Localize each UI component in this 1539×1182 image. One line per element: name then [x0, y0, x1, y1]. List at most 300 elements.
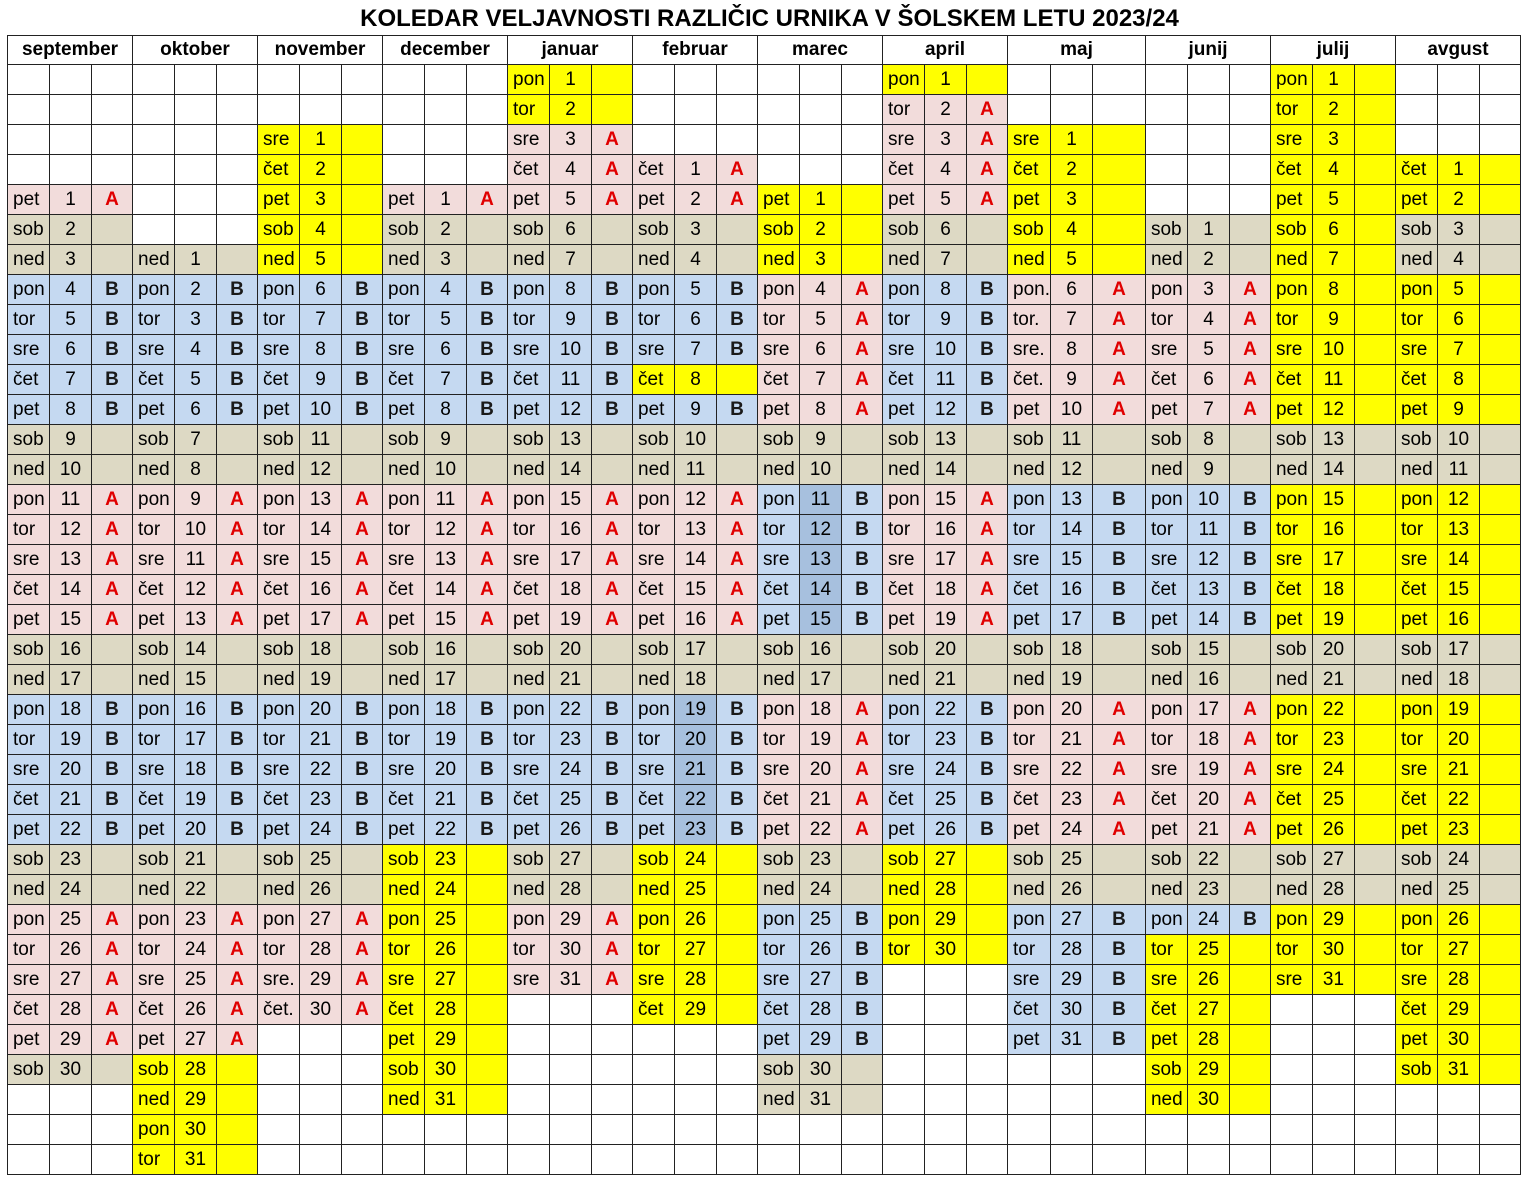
day-name-cell: tor: [633, 935, 675, 965]
empty-cell: [50, 1145, 92, 1175]
day-number-cell: 4: [1050, 215, 1092, 245]
calendar-row: [8, 245, 1521, 275]
empty-cell: [758, 65, 800, 95]
day-name-cell: pet: [133, 815, 175, 845]
day-number-cell: 31: [425, 1085, 467, 1115]
day-name-cell: sob: [1395, 1055, 1437, 1085]
schedule-marker-cell: A: [92, 965, 133, 995]
schedule-marker-cell: A: [217, 605, 258, 635]
day-name-cell: pon: [633, 275, 675, 305]
day-name-cell: sob: [1270, 635, 1312, 665]
day-number-cell: 1: [800, 185, 842, 215]
day-name-cell: ned: [383, 875, 425, 905]
day-number-cell: 21: [300, 725, 342, 755]
empty-cell: [592, 995, 633, 1025]
day-name-cell: pet: [883, 185, 925, 215]
day-name-cell: čet: [1145, 785, 1187, 815]
day-name-cell: sre: [8, 335, 50, 365]
day-number-cell: 21: [800, 785, 842, 815]
day-name-cell: ned: [1395, 245, 1437, 275]
schedule-marker-cell: [717, 635, 758, 665]
schedule-marker-cell: A: [967, 575, 1008, 605]
empty-cell: [425, 1115, 467, 1145]
empty-cell: [925, 1145, 967, 1175]
day-number-cell: 25: [175, 965, 217, 995]
schedule-marker-cell: A: [92, 185, 133, 215]
empty-cell: [1312, 1115, 1354, 1145]
empty-cell: [1437, 95, 1479, 125]
schedule-marker-cell: [217, 845, 258, 875]
day-number-cell: 25: [1312, 785, 1354, 815]
empty-cell: [1092, 1055, 1145, 1085]
day-number-cell: 7: [1437, 335, 1479, 365]
day-name-cell: čet: [8, 785, 50, 815]
day-name-cell: sre: [758, 755, 800, 785]
empty-cell: [883, 1115, 925, 1145]
day-number-cell: 23: [425, 845, 467, 875]
schedule-marker-cell: [92, 425, 133, 455]
day-name-cell: tor: [383, 305, 425, 335]
day-number-cell: 14: [50, 575, 92, 605]
day-name-cell: čet: [383, 575, 425, 605]
schedule-marker-cell: B: [342, 695, 383, 725]
schedule-marker-cell: [842, 665, 883, 695]
day-name-cell: čet: [758, 365, 800, 395]
schedule-marker-cell: [342, 155, 383, 185]
day-name-cell: pet: [1270, 185, 1312, 215]
day-number-cell: 8: [425, 395, 467, 425]
day-name-cell: čet: [258, 575, 300, 605]
schedule-marker-cell: [467, 1085, 508, 1115]
schedule-marker-cell: [1354, 65, 1395, 95]
day-number-cell: 11: [1187, 515, 1229, 545]
empty-cell: [508, 1025, 550, 1055]
schedule-marker-cell: [1479, 665, 1520, 695]
empty-cell: [50, 155, 92, 185]
day-name-cell: ned: [1395, 665, 1437, 695]
day-number-cell: 23: [1437, 815, 1479, 845]
day-number-cell: 2: [425, 215, 467, 245]
empty-cell: [342, 1145, 383, 1175]
schedule-marker-cell: B: [467, 335, 508, 365]
day-number-cell: 17: [675, 635, 717, 665]
day-name-cell: pet: [1270, 815, 1312, 845]
day-number-cell: 18: [175, 755, 217, 785]
schedule-marker-cell: [592, 245, 633, 275]
day-name-cell: čet: [633, 995, 675, 1025]
day-name-cell: čet: [258, 785, 300, 815]
schedule-marker-cell: [592, 635, 633, 665]
schedule-marker-cell: A: [342, 995, 383, 1025]
day-number-cell: 22: [1312, 695, 1354, 725]
day-number-cell: 7: [175, 425, 217, 455]
schedule-marker-cell: B: [1092, 965, 1145, 995]
day-number-cell: 27: [1187, 995, 1229, 1025]
schedule-marker-cell: [467, 245, 508, 275]
schedule-marker-cell: A: [217, 575, 258, 605]
day-number-cell: 12: [175, 575, 217, 605]
day-number-cell: 2: [300, 155, 342, 185]
schedule-marker-cell: [1479, 725, 1520, 755]
empty-cell: [967, 1055, 1008, 1085]
schedule-marker-cell: B: [1229, 515, 1270, 545]
day-number-cell: 24: [50, 875, 92, 905]
day-number-cell: 17: [175, 725, 217, 755]
day-name-cell: ned: [508, 665, 550, 695]
day-name-cell: čet: [133, 365, 175, 395]
day-name-cell: sre: [133, 545, 175, 575]
day-number-cell: 3: [925, 125, 967, 155]
schedule-marker-cell: B: [217, 695, 258, 725]
schedule-marker-cell: [842, 425, 883, 455]
day-name-cell: sob: [1145, 425, 1187, 455]
day-name-cell: čet: [633, 365, 675, 395]
empty-cell: [883, 1055, 925, 1085]
empty-cell: [1145, 65, 1187, 95]
day-name-cell: sre: [508, 965, 550, 995]
schedule-marker-cell: [217, 1115, 258, 1145]
day-name-cell: pon: [758, 485, 800, 515]
day-name-cell: pon: [258, 275, 300, 305]
day-name-cell: sob: [133, 425, 175, 455]
schedule-marker-cell: B: [842, 905, 883, 935]
day-number-cell: 19: [1187, 755, 1229, 785]
day-name-cell: pet: [8, 395, 50, 425]
day-number-cell: 5: [300, 245, 342, 275]
schedule-marker-cell: [1479, 155, 1520, 185]
day-number-cell: 8: [1050, 335, 1092, 365]
day-name-cell: sob: [383, 215, 425, 245]
day-number-cell: 2: [675, 185, 717, 215]
empty-cell: [883, 995, 925, 1025]
day-name-cell: sob: [1008, 215, 1051, 245]
empty-cell: [1437, 125, 1479, 155]
empty-cell: [800, 65, 842, 95]
day-name-cell: pet: [633, 815, 675, 845]
schedule-marker-cell: B: [592, 785, 633, 815]
day-name-cell: tor: [758, 935, 800, 965]
calendar-row: [8, 995, 1521, 1025]
day-name-cell: ned: [133, 665, 175, 695]
day-number-cell: 27: [1312, 845, 1354, 875]
day-name-cell: pon: [8, 485, 50, 515]
schedule-marker-cell: A: [967, 95, 1008, 125]
day-number-cell: 8: [1312, 275, 1354, 305]
day-name-cell: ned: [258, 875, 300, 905]
calendar-row: [8, 65, 1521, 95]
empty-cell: [8, 1145, 50, 1175]
schedule-marker-cell: B: [1229, 605, 1270, 635]
day-number-cell: 25: [1437, 875, 1479, 905]
empty-cell: [342, 1085, 383, 1115]
day-number-cell: 30: [175, 1115, 217, 1145]
day-name-cell: tor: [133, 725, 175, 755]
day-name-cell: čet: [1270, 575, 1312, 605]
schedule-marker-cell: [467, 455, 508, 485]
empty-cell: [717, 1085, 758, 1115]
empty-cell: [592, 1055, 633, 1085]
schedule-marker-cell: [592, 875, 633, 905]
day-number-cell: 18: [675, 665, 717, 695]
empty-cell: [675, 1115, 717, 1145]
day-number-cell: 18: [550, 575, 592, 605]
day-name-cell: čet: [758, 575, 800, 605]
day-number-cell: 5: [425, 305, 467, 335]
day-number-cell: 13: [300, 485, 342, 515]
calendar-row: [8, 185, 1521, 215]
schedule-marker-cell: A: [342, 575, 383, 605]
calendar-row: [8, 275, 1521, 305]
calendar-row: [8, 1055, 1521, 1085]
schedule-marker-cell: B: [592, 335, 633, 365]
day-number-cell: 27: [300, 905, 342, 935]
day-name-cell: ned: [883, 875, 925, 905]
schedule-marker-cell: [1229, 245, 1270, 275]
day-number-cell: 8: [175, 455, 217, 485]
day-name-cell: pon: [1270, 485, 1312, 515]
day-number-cell: 24: [300, 815, 342, 845]
day-number-cell: 26: [1437, 905, 1479, 935]
day-name-cell: tor: [633, 305, 675, 335]
day-number-cell: 15: [800, 605, 842, 635]
day-number-cell: 10: [800, 455, 842, 485]
schedule-marker-cell: [1354, 455, 1395, 485]
schedule-marker-cell: A: [92, 485, 133, 515]
day-number-cell: 22: [175, 875, 217, 905]
schedule-marker-cell: B: [92, 275, 133, 305]
day-name-cell: sob: [633, 425, 675, 455]
day-number-cell: 30: [550, 935, 592, 965]
schedule-marker-cell: A: [92, 1025, 133, 1055]
day-name-cell: pet: [1008, 605, 1051, 635]
schedule-marker-cell: [342, 185, 383, 215]
day-name-cell: pon: [1395, 695, 1437, 725]
schedule-marker-cell: [1229, 995, 1270, 1025]
empty-cell: [1050, 95, 1092, 125]
day-number-cell: 7: [1050, 305, 1092, 335]
day-name-cell: pet: [633, 395, 675, 425]
schedule-marker-cell: [1092, 665, 1145, 695]
month-header-maj: maj: [1008, 36, 1146, 65]
schedule-marker-cell: A: [842, 785, 883, 815]
schedule-marker-cell: B: [842, 575, 883, 605]
schedule-marker-cell: [1354, 875, 1395, 905]
day-name-cell: pet: [758, 1025, 800, 1055]
schedule-marker-cell: [1479, 545, 1520, 575]
day-number-cell: 1: [1050, 125, 1092, 155]
day-name-cell: pet: [383, 815, 425, 845]
schedule-marker-cell: A: [92, 605, 133, 635]
empty-cell: [467, 155, 508, 185]
day-name-cell: ned: [1270, 875, 1312, 905]
day-name-cell: pet: [8, 1025, 50, 1055]
day-number-cell: 29: [175, 1085, 217, 1115]
schedule-marker-cell: A: [1092, 365, 1145, 395]
schedule-marker-cell: B: [1229, 575, 1270, 605]
schedule-marker-cell: [967, 635, 1008, 665]
schedule-marker-cell: [467, 875, 508, 905]
day-name-cell: ned: [383, 245, 425, 275]
day-number-cell: 27: [175, 1025, 217, 1055]
day-name-cell: sob: [883, 635, 925, 665]
schedule-marker-cell: B: [342, 785, 383, 815]
schedule-marker-cell: [1354, 665, 1395, 695]
day-name-cell: čet.: [1008, 365, 1051, 395]
day-number-cell: 4: [1312, 155, 1354, 185]
day-number-cell: 31: [1437, 1055, 1479, 1085]
schedule-marker-cell: B: [592, 695, 633, 725]
schedule-marker-cell: [1479, 785, 1520, 815]
day-name-cell: pet: [1145, 1025, 1187, 1055]
day-number-cell: 18: [1050, 635, 1092, 665]
day-number-cell: 12: [1437, 485, 1479, 515]
day-name-cell: čet: [1270, 785, 1312, 815]
day-number-cell: 17: [300, 605, 342, 635]
day-number-cell: 17: [425, 665, 467, 695]
day-number-cell: 20: [675, 725, 717, 755]
day-name-cell: tor: [883, 95, 925, 125]
empty-cell: [92, 1145, 133, 1175]
day-number-cell: 17: [1437, 635, 1479, 665]
schedule-marker-cell: [92, 845, 133, 875]
day-name-cell: ned: [758, 455, 800, 485]
day-number-cell: 7: [425, 365, 467, 395]
day-number-cell: 3: [300, 185, 342, 215]
day-number-cell: 23: [1187, 875, 1229, 905]
day-name-cell: čet: [508, 785, 550, 815]
day-number-cell: 19: [300, 665, 342, 695]
day-number-cell: 9: [300, 365, 342, 395]
day-name-cell: sob: [508, 215, 550, 245]
day-name-cell: tor: [1270, 935, 1312, 965]
schedule-marker-cell: [1479, 275, 1520, 305]
schedule-marker-cell: [1092, 875, 1145, 905]
day-name-cell: ned: [1008, 875, 1051, 905]
day-name-cell: sob: [758, 215, 800, 245]
day-name-cell: sre: [1145, 545, 1187, 575]
empty-cell: [92, 125, 133, 155]
empty-cell: [342, 1055, 383, 1085]
day-number-cell: 19: [1312, 605, 1354, 635]
day-number-cell: 11: [675, 455, 717, 485]
schedule-marker-cell: [217, 1055, 258, 1085]
day-number-cell: 5: [1187, 335, 1229, 365]
schedule-marker-cell: A: [1229, 815, 1270, 845]
schedule-marker-cell: [1354, 215, 1395, 245]
schedule-marker-cell: [467, 425, 508, 455]
empty-cell: [925, 995, 967, 1025]
empty-cell: [550, 995, 592, 1025]
day-number-cell: 2: [800, 215, 842, 245]
day-number-cell: 24: [425, 875, 467, 905]
day-name-cell: čet: [883, 365, 925, 395]
day-number-cell: 2: [50, 215, 92, 245]
day-name-cell: pet: [1008, 815, 1051, 845]
calendar-row: [8, 665, 1521, 695]
schedule-marker-cell: A: [1092, 305, 1145, 335]
schedule-marker-cell: [1229, 635, 1270, 665]
day-number-cell: 26: [175, 995, 217, 1025]
day-name-cell: ned: [258, 455, 300, 485]
day-name-cell: pon: [508, 275, 550, 305]
day-name-cell: pet: [758, 395, 800, 425]
day-number-cell: 7: [925, 245, 967, 275]
schedule-marker-cell: [1354, 545, 1395, 575]
schedule-marker-cell: [1354, 155, 1395, 185]
day-number-cell: 21: [550, 665, 592, 695]
day-number-cell: 25: [925, 785, 967, 815]
day-name-cell: sre: [758, 335, 800, 365]
day-name-cell: čet: [1008, 785, 1051, 815]
day-name-cell: sre: [1270, 755, 1312, 785]
day-name-cell: tor: [1270, 515, 1312, 545]
day-number-cell: 15: [175, 665, 217, 695]
schedule-marker-cell: [1354, 425, 1395, 455]
day-name-cell: sre: [8, 755, 50, 785]
day-name-cell: ned: [1145, 455, 1187, 485]
day-number-cell: 7: [50, 365, 92, 395]
calendar-row: [8, 785, 1521, 815]
day-name-cell: tor: [1145, 725, 1187, 755]
empty-cell: [592, 1115, 633, 1145]
day-name-cell: tor: [8, 935, 50, 965]
schedule-marker-cell: [467, 665, 508, 695]
empty-cell: [8, 95, 50, 125]
day-number-cell: 23: [800, 845, 842, 875]
day-name-cell: pet: [883, 815, 925, 845]
schedule-marker-cell: [217, 1085, 258, 1115]
empty-cell: [258, 95, 300, 125]
day-number-cell: 28: [550, 875, 592, 905]
day-name-cell: ned: [1270, 245, 1312, 275]
day-name-cell: sre: [133, 335, 175, 365]
empty-cell: [800, 1115, 842, 1145]
day-number-cell: 10: [925, 335, 967, 365]
empty-cell: [50, 1115, 92, 1145]
day-name-cell: sob: [883, 845, 925, 875]
day-name-cell: ned: [8, 455, 50, 485]
day-name-cell: sob: [1395, 845, 1437, 875]
day-name-cell: čet: [508, 575, 550, 605]
day-name-cell: pon: [258, 905, 300, 935]
day-name-cell: sre: [383, 545, 425, 575]
day-name-cell: pet: [383, 1025, 425, 1055]
schedule-marker-cell: B: [342, 725, 383, 755]
schedule-marker-cell: [842, 1055, 883, 1085]
day-number-cell: 19: [800, 725, 842, 755]
day-number-cell: 5: [50, 305, 92, 335]
schedule-marker-cell: [92, 455, 133, 485]
schedule-marker-cell: A: [967, 605, 1008, 635]
day-number-cell: 20: [1050, 695, 1092, 725]
day-number-cell: 23: [675, 815, 717, 845]
schedule-marker-cell: B: [217, 755, 258, 785]
empty-cell: [717, 65, 758, 95]
day-number-cell: 6: [1187, 365, 1229, 395]
day-name-cell: sob: [258, 215, 300, 245]
empty-cell: [633, 125, 675, 155]
schedule-marker-cell: B: [467, 785, 508, 815]
schedule-marker-cell: B: [92, 335, 133, 365]
schedule-marker-cell: A: [92, 995, 133, 1025]
day-number-cell: 6: [175, 395, 217, 425]
day-name-cell: sob: [1145, 635, 1187, 665]
day-number-cell: 22: [1050, 755, 1092, 785]
day-number-cell: 16: [800, 635, 842, 665]
schedule-marker-cell: A: [592, 185, 633, 215]
day-name-cell: pet: [508, 605, 550, 635]
schedule-marker-cell: B: [717, 815, 758, 845]
